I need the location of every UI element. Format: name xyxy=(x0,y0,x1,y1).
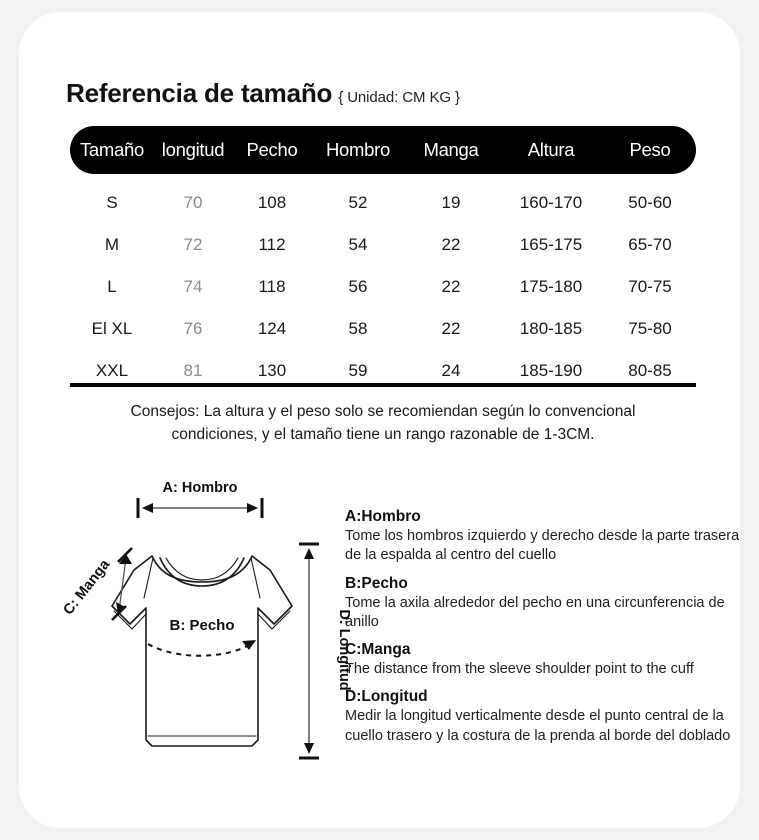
cell-peso: 50-60 xyxy=(628,193,672,212)
table-header-row xyxy=(70,126,696,174)
table-bottom-rule xyxy=(70,383,696,387)
desc-text-b: Tome la axila alrededor del pecho en una circunferencia de anillo xyxy=(345,594,725,630)
cell-manga: 24 xyxy=(441,361,461,380)
desc-text-c: The distance from the sleeve shoulder point to the cuff xyxy=(345,661,694,678)
tshirt-diagram-svg xyxy=(56,478,352,778)
desc-text-d: Medir la longitud verticalmente desde el punto central de la cuello trasero y la costura de la prenda al borde del doblado xyxy=(345,708,731,744)
chest-measure-dashed-line xyxy=(148,642,254,656)
cell-altura: 165-175 xyxy=(519,235,583,254)
cell-peso: 70-75 xyxy=(628,277,672,296)
cell-longitud: 74 xyxy=(183,277,203,296)
column-header-manga: Manga xyxy=(423,139,479,160)
cell-size: L xyxy=(107,277,117,296)
table-row xyxy=(70,182,696,224)
cell-longitud: 70 xyxy=(183,193,203,212)
column-header-tamano: Tamaño xyxy=(79,139,145,160)
label-d-longitud: D: Longitud xyxy=(336,609,352,691)
cell-hombro: 58 xyxy=(348,319,368,338)
cell-hombro: 54 xyxy=(348,235,368,254)
cell-longitud: 72 xyxy=(183,235,203,254)
column-header-longitud: longitud xyxy=(161,139,225,160)
column-header-hombro: Hombro xyxy=(326,139,390,160)
cell-size: M xyxy=(104,235,120,254)
table-row xyxy=(70,266,696,308)
desc-term-d: D:Longitud xyxy=(345,688,428,706)
desc-term-b: B:Pecho xyxy=(345,574,408,592)
tips-note xyxy=(70,400,696,447)
cell-manga: 22 xyxy=(441,235,461,254)
cell-longitud: 76 xyxy=(183,319,203,338)
column-header-pecho: Pecho xyxy=(246,139,298,160)
cell-peso: 80-85 xyxy=(628,361,672,380)
cell-altura: 185-190 xyxy=(519,361,583,380)
cell-longitud: 81 xyxy=(183,361,203,380)
cell-size: El XL xyxy=(91,319,133,338)
cell-pecho: 108 xyxy=(257,193,287,212)
cell-manga: 22 xyxy=(441,319,461,338)
table-row xyxy=(70,224,696,266)
cell-size: S xyxy=(106,193,118,212)
chest-measure-arrowhead xyxy=(242,640,256,650)
cell-pecho: 118 xyxy=(258,277,286,296)
label-c-manga: C: Manga xyxy=(60,556,114,619)
cell-manga: 22 xyxy=(441,277,461,296)
cell-altura: 160-170 xyxy=(519,193,583,212)
tips-line-1: Consejos: La altura y el peso solo se recomiendan según lo convencional xyxy=(130,403,636,420)
page-title-text: Referencia de tamaño xyxy=(66,78,333,108)
shoulder-dimension-line xyxy=(138,498,262,518)
column-header-peso: Peso xyxy=(629,139,671,160)
table-row xyxy=(70,308,696,350)
cell-hombro: 52 xyxy=(348,193,368,212)
cell-manga: 19 xyxy=(441,193,461,212)
cell-size: XXL xyxy=(95,361,129,380)
cell-hombro: 59 xyxy=(348,361,368,380)
label-b-pecho: B: Pecho xyxy=(169,617,235,634)
measurement-descriptions xyxy=(345,508,743,746)
unit-note: { Unidad: CM KG } xyxy=(338,89,460,106)
column-header-altura: Altura xyxy=(527,139,575,160)
page-title xyxy=(66,78,460,109)
cell-altura: 175-180 xyxy=(519,277,583,296)
length-dimension-line xyxy=(299,544,319,758)
cell-pecho: 124 xyxy=(257,319,287,338)
desc-term-c: C:Manga xyxy=(345,641,411,659)
label-a-hombro: A: Hombro xyxy=(162,480,238,496)
tips-line-2: condiciones, y el tamaño tiene un rango razonable de 1-3CM. xyxy=(171,426,595,444)
cell-hombro: 56 xyxy=(348,277,368,296)
desc-text-a: Tome los hombros izquierdo y derecho desde la parte trasera de la espalda al centro del cuello xyxy=(345,528,740,564)
cell-peso: 75-80 xyxy=(628,319,672,338)
cell-altura: 180-185 xyxy=(519,319,583,338)
cell-peso: 65-70 xyxy=(628,235,672,254)
cell-pecho: 130 xyxy=(257,361,287,380)
desc-term-a: A:Hombro xyxy=(345,508,421,525)
size-table xyxy=(70,126,696,392)
tshirt-measurement-diagram xyxy=(56,478,352,778)
cell-pecho: 112 xyxy=(258,235,286,254)
